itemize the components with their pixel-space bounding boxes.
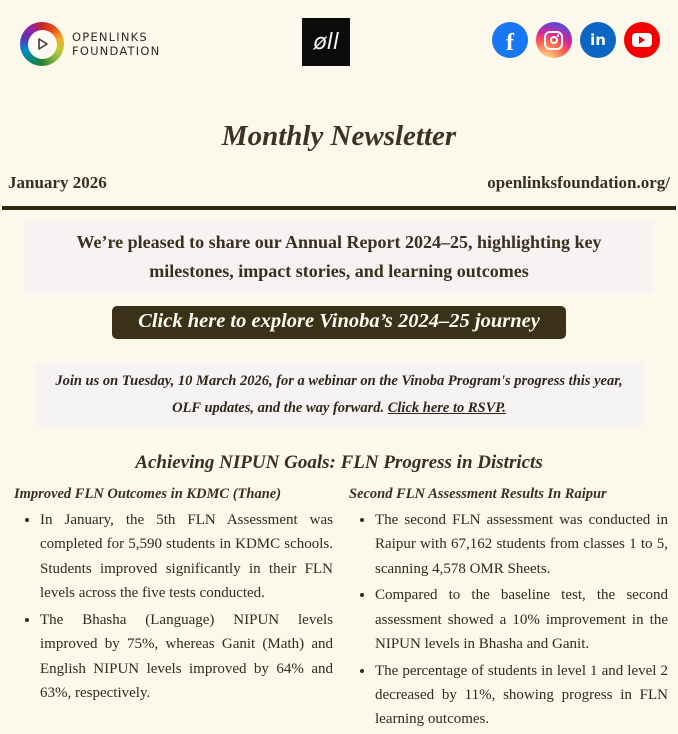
youtube-icon[interactable]	[624, 22, 660, 58]
announcement-text: We’re pleased to share our Annual Report 2024–25, highlighting key milestones, impact stories, and learning outcomes	[76, 232, 602, 282]
instagram-icon[interactable]	[536, 22, 572, 58]
district-columns	[14, 486, 668, 734]
olf-square-logo: øll	[302, 18, 350, 66]
facebook-icon[interactable]: f	[492, 22, 528, 58]
issue-date: January 2026	[8, 173, 107, 192]
section-heading: Achieving NIPUN Goals: FLN Progress in Districts	[135, 451, 543, 473]
divider-rule	[2, 206, 676, 210]
rsvp-link[interactable]: Click here to RSVP.	[387, 400, 506, 417]
column-kdmc-list	[14, 508, 333, 706]
openlinks-logo	[20, 22, 160, 66]
column-raipur	[349, 486, 668, 734]
explore-journey-button[interactable]: Click here to explore Vinoba’s 2024–25 journey	[112, 306, 566, 339]
social-links	[492, 22, 660, 58]
column-kdmc	[14, 486, 333, 734]
list-item: • In January, the 5th FLN Assessment was completed for 5,590 students in KDMC schools. Students improved significantly in their FLN levels across the five tests conducted.	[40, 508, 333, 606]
list-item: • The second FLN assessment was conducted in Raipur with 67,162 students from classes 1 to 5, scanning 4,578 OMR Sheets.	[375, 508, 668, 581]
list-item: • The Bhasha (Language) NIPUN levels improved by 75%, whereas Ganit (Math) and English NIPUN levels improved by 64% and 63%, respectively.	[40, 608, 333, 706]
brand-name: OPENLINKS FOUNDATION	[72, 29, 161, 58]
color-wheel-logo-icon	[20, 22, 64, 66]
webinar-panel	[35, 364, 643, 426]
column-raipur-heading: Second FLN Assessment Results In Raipur	[349, 485, 607, 502]
masthead-meta	[8, 173, 670, 193]
list-item: • Compared to the baseline test, the second assessment showed a 10% improvement in the NIPUN levels in Bhasha and Ganit.	[375, 583, 668, 656]
website-link[interactable]: openlinksfoundation.org/	[487, 173, 670, 192]
header	[0, 0, 678, 78]
webinar-text: Join us on Tuesday, 10 March 2026, for a webinar on the Vinoba Program's progress this year, OLF updates, and the way forward.	[55, 373, 623, 417]
newsletter-title: Monthly Newsletter	[221, 120, 457, 152]
column-raipur-list	[349, 508, 668, 732]
linkedin-icon[interactable]: in	[580, 22, 616, 58]
column-kdmc-heading: Improved FLN Outcomes in KDMC (Thane)	[14, 485, 282, 502]
list-item: • The percentage of students in level 1 and level 2 decreased by 11%, showing progress in FLN learning outcomes.	[375, 659, 668, 732]
announcement-panel	[25, 221, 653, 293]
